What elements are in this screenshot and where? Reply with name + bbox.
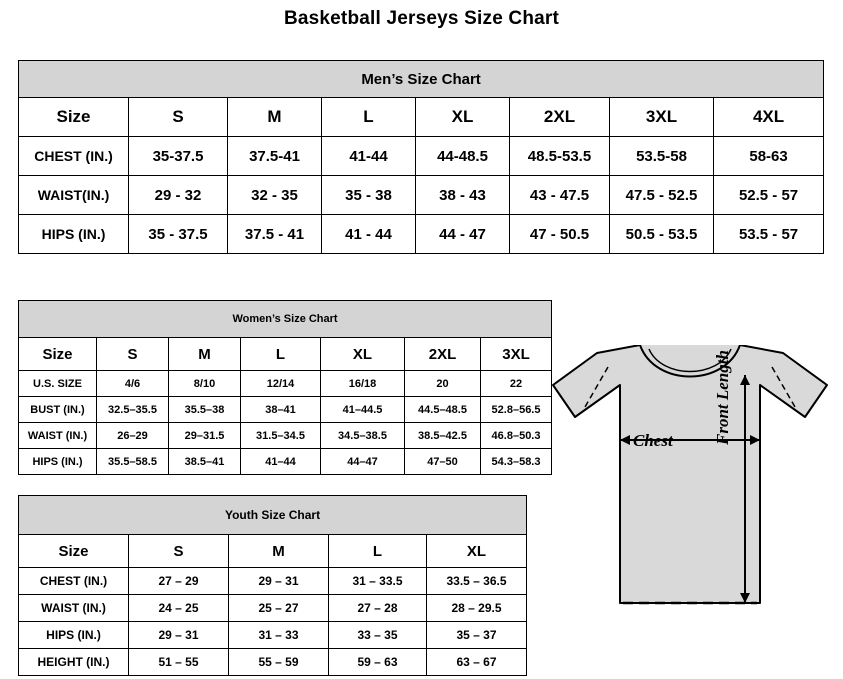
column-header-size: Size (19, 535, 129, 568)
column-header-2xl: 2XL (510, 98, 610, 137)
page-title: Basketball Jerseys Size Chart (283, 8, 560, 29)
table-row (19, 449, 552, 475)
column-header-m: M (228, 98, 322, 137)
table-row (19, 423, 552, 449)
table-header-row (19, 98, 824, 137)
cell: 29 – 31 (129, 622, 229, 649)
cell: 44–47 (321, 449, 405, 475)
cell: 38–41 (241, 397, 321, 423)
cell: 41 - 44 (322, 215, 416, 254)
table-row (19, 649, 527, 676)
column-header-3xl: 3XL (481, 338, 552, 371)
cell: 31.5–34.5 (241, 423, 321, 449)
row-label-waist: WAIST (IN.) (19, 423, 97, 449)
front-length-label: Front Length (713, 350, 732, 445)
column-header-m: M (169, 338, 241, 371)
table-row (19, 568, 527, 595)
cell: 44.5–48.5 (405, 397, 481, 423)
cell: 32 - 35 (228, 176, 322, 215)
cell: 63 – 67 (427, 649, 527, 676)
cell: 25 – 27 (229, 595, 329, 622)
cell: 53.5 - 57 (714, 215, 824, 254)
cell: 46.8–50.3 (481, 423, 552, 449)
cell: 24 – 25 (129, 595, 229, 622)
row-label-chest: CHEST (IN.) (19, 568, 129, 595)
column-header-m: M (229, 535, 329, 568)
row-label-waist: WAIST(IN.) (19, 176, 129, 215)
row-label-us-size: U.S. SIZE (19, 371, 97, 397)
column-header-size: Size (19, 98, 129, 137)
cell: 22 (481, 371, 552, 397)
cell: 32.5–35.5 (97, 397, 169, 423)
column-header-s: S (129, 535, 229, 568)
row-label-height: HEIGHT (IN.) (19, 649, 129, 676)
cell: 44 - 47 (416, 215, 510, 254)
row-label-hips: HIPS (IN.) (19, 622, 129, 649)
jersey-outline (553, 345, 827, 603)
table-caption-row (19, 301, 552, 338)
cell: 27 – 29 (129, 568, 229, 595)
column-header-xl: XL (321, 338, 405, 371)
table-row (19, 176, 824, 215)
jersey-illustration-icon (545, 345, 835, 665)
column-header-s: S (97, 338, 169, 371)
cell: 35.5–58.5 (97, 449, 169, 475)
cell: 35 - 37.5 (129, 215, 228, 254)
table-header-row (19, 338, 552, 371)
column-header-size: Size (19, 338, 97, 371)
cell: 50.5 - 53.5 (610, 215, 714, 254)
cell: 54.3–58.3 (481, 449, 552, 475)
womens-size-chart-table (18, 300, 552, 475)
cell: 28 – 29.5 (427, 595, 527, 622)
cell: 8/10 (169, 371, 241, 397)
cell: 31 – 33.5 (329, 568, 427, 595)
column-header-s: S (129, 98, 228, 137)
table-row (19, 371, 552, 397)
cell: 33 – 35 (329, 622, 427, 649)
cell: 59 – 63 (329, 649, 427, 676)
cell: 52.5 - 57 (714, 176, 824, 215)
cell: 27 – 28 (329, 595, 427, 622)
column-header-l: L (329, 535, 427, 568)
table-row (19, 622, 527, 649)
cell: 55 – 59 (229, 649, 329, 676)
cell: 53.5-58 (610, 137, 714, 176)
column-header-xl: XL (427, 535, 527, 568)
cell: 35 - 38 (322, 176, 416, 215)
cell: 35.5–38 (169, 397, 241, 423)
table-caption-row (19, 61, 824, 98)
cell: 26–29 (97, 423, 169, 449)
cell: 47–50 (405, 449, 481, 475)
cell: 35 – 37 (427, 622, 527, 649)
column-header-4xl: 4XL (714, 98, 824, 137)
cell: 34.5–38.5 (321, 423, 405, 449)
cell: 43 - 47.5 (510, 176, 610, 215)
mens-caption: Men’s Size Chart (19, 61, 824, 98)
table-header-row (19, 535, 527, 568)
cell: 44-48.5 (416, 137, 510, 176)
cell: 47.5 - 52.5 (610, 176, 714, 215)
mens-size-chart-table (18, 60, 824, 254)
row-label-chest: CHEST (IN.) (19, 137, 129, 176)
column-header-l: L (241, 338, 321, 371)
cell: 29–31.5 (169, 423, 241, 449)
cell: 38.5–42.5 (405, 423, 481, 449)
cell: 41–44 (241, 449, 321, 475)
chest-label: Chest (633, 431, 673, 450)
cell: 38 - 43 (416, 176, 510, 215)
row-label-waist: WAIST (IN.) (19, 595, 129, 622)
column-header-xl: XL (416, 98, 510, 137)
youth-caption: Youth Size Chart (19, 496, 527, 535)
cell: 29 – 31 (229, 568, 329, 595)
cell: 12/14 (241, 371, 321, 397)
cell: 4/6 (97, 371, 169, 397)
cell: 16/18 (321, 371, 405, 397)
cell: 48.5-53.5 (510, 137, 610, 176)
table-row (19, 137, 824, 176)
table-caption-row (19, 496, 527, 535)
cell: 20 (405, 371, 481, 397)
row-label-hips: HIPS (IN.) (19, 449, 97, 475)
column-header-l: L (322, 98, 416, 137)
table-row (19, 397, 552, 423)
cell: 38.5–41 (169, 449, 241, 475)
cell: 37.5 - 41 (228, 215, 322, 254)
cell: 35-37.5 (129, 137, 228, 176)
row-label-hips: HIPS (IN.) (19, 215, 129, 254)
cell: 41-44 (322, 137, 416, 176)
cell: 29 - 32 (129, 176, 228, 215)
row-label-bust: BUST (IN.) (19, 397, 97, 423)
measurement-diagram (545, 345, 835, 665)
womens-caption: Women’s Size Chart (19, 301, 552, 338)
cell: 51 – 55 (129, 649, 229, 676)
cell: 58-63 (714, 137, 824, 176)
cell: 37.5-41 (228, 137, 322, 176)
table-row (19, 215, 824, 254)
youth-size-chart-table (18, 495, 527, 676)
column-header-2xl: 2XL (405, 338, 481, 371)
cell: 31 – 33 (229, 622, 329, 649)
cell: 47 - 50.5 (510, 215, 610, 254)
table-row (19, 595, 527, 622)
cell: 52.8–56.5 (481, 397, 552, 423)
cell: 33.5 – 36.5 (427, 568, 527, 595)
column-header-3xl: 3XL (610, 98, 714, 137)
cell: 41–44.5 (321, 397, 405, 423)
